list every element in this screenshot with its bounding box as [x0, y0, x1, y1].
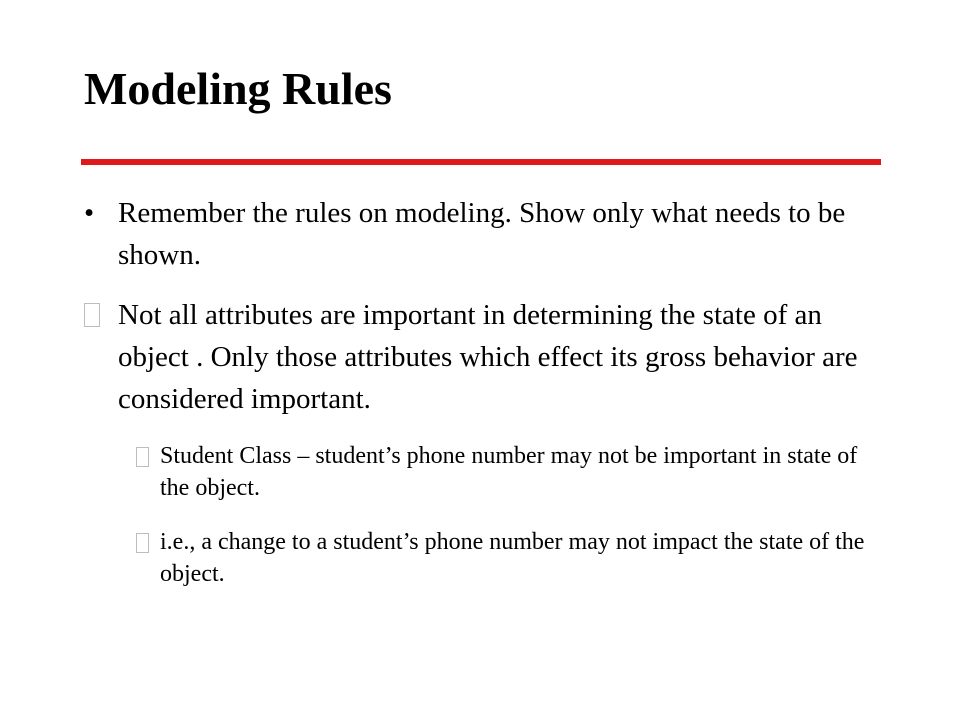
bullet-item	[84, 294, 874, 420]
bullet-text: Remember the rules on modeling. Show only what needs to be shown.	[118, 197, 846, 271]
bullet-list	[84, 192, 874, 612]
missing-glyph-box-icon	[84, 294, 108, 339]
sub-bullet-item	[136, 526, 874, 590]
bullet-item	[84, 192, 874, 276]
sub-bullet-text: Student Class – student’s phone number may not be important in state of the object.	[160, 443, 858, 501]
bullet-text: Not all attributes are important in determining the state of an object . Only those attributes which effect its gross behavior are considered important.	[118, 299, 858, 415]
slide-title: Modeling Rules	[84, 63, 392, 114]
missing-glyph-box-icon	[136, 440, 156, 476]
title-underline	[81, 159, 881, 165]
missing-glyph-box-icon	[136, 526, 156, 562]
sub-bullet-item	[136, 440, 874, 504]
title-underline-bar	[81, 159, 881, 165]
sub-bullet-text: i.e., a change to a student’s phone number may not impact the state of the object.	[160, 529, 865, 587]
bullet-dot-icon: •	[84, 197, 95, 229]
